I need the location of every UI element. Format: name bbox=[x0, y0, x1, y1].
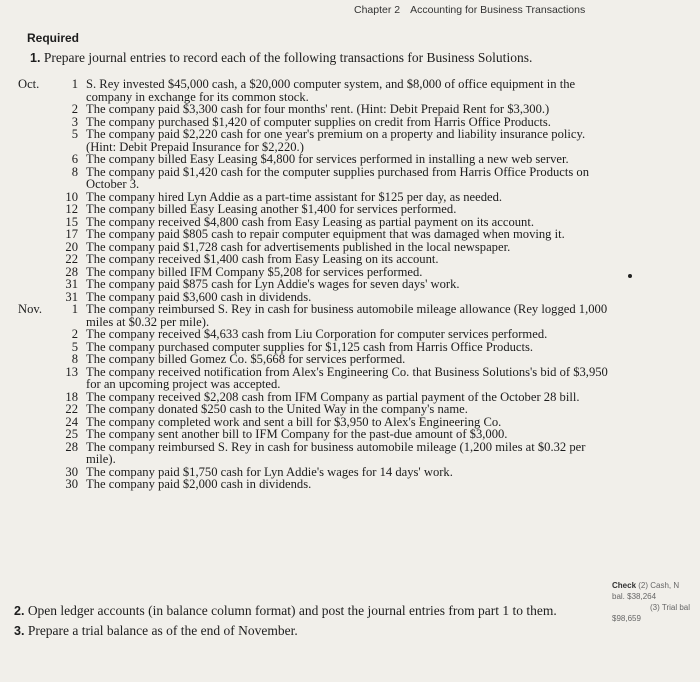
transaction-row bbox=[18, 78, 608, 103]
transaction-row bbox=[18, 478, 608, 491]
check-line-2: bal. $38,264 bbox=[612, 592, 657, 601]
transaction-description: The company donated $250 cash to the United Way in the company's name. bbox=[86, 402, 468, 416]
transaction-row bbox=[18, 403, 608, 416]
transaction-row bbox=[18, 166, 608, 191]
transaction-description: The company paid $1,420 cash for the computer supplies purchased from Harris Office Products on October 3. bbox=[86, 164, 590, 191]
transaction-day: 24 bbox=[65, 414, 78, 429]
transaction-day: 2 bbox=[71, 327, 78, 341]
transaction-day: 28 bbox=[65, 264, 78, 279]
step-number: 2. bbox=[14, 604, 25, 618]
transaction-day: 22 bbox=[65, 402, 78, 416]
transaction-row bbox=[18, 153, 608, 166]
check-line-1: (2) Cash, N bbox=[638, 581, 680, 590]
transaction-description: The company hired Lyn Addie as a part-time assistant for $125 per day, as needed. bbox=[86, 189, 503, 204]
transaction-description: The company received notification from Alex's Engineering Co. that Business Solutions's bid of $3,950 for an upcoming project was accepted. bbox=[86, 364, 608, 391]
transaction-description: The company received $4,800 cash from Easy Leasing as partial payment on its account. bbox=[86, 214, 534, 229]
transaction-day: 25 bbox=[65, 427, 78, 441]
step-number: 1. bbox=[30, 51, 41, 65]
transaction-day: 10 bbox=[65, 189, 78, 204]
transaction-day: 22 bbox=[65, 252, 78, 266]
required-heading: Required bbox=[27, 31, 80, 45]
transaction-list bbox=[18, 78, 608, 491]
transaction-description: The company billed Easy Leasing $4,800 for services performed in installing a new web server. bbox=[86, 152, 569, 166]
step-3 bbox=[14, 623, 298, 639]
transaction-description: The company received $2,208 cash from IFM Company as partial payment of the October 28 bill. bbox=[86, 389, 580, 404]
transaction-row bbox=[18, 203, 608, 216]
transaction-row bbox=[18, 253, 608, 266]
step-text: Prepare a trial balance as of the end of November. bbox=[27, 623, 298, 638]
step-text: Open ledger accounts (in balance column format) and post the journal entries from part 1 to them. bbox=[27, 603, 557, 618]
transaction-description: The company sent another bill to IFM Company for the past-due amount of $3,000. bbox=[86, 427, 508, 441]
transaction-day: 5 bbox=[71, 127, 78, 141]
transaction-description: The company purchased computer supplies for $1,125 cash from Harris Office Products. bbox=[86, 339, 534, 354]
transaction-row bbox=[18, 328, 608, 341]
transaction-description: The company paid $3,600 cash in dividends. bbox=[86, 289, 312, 304]
transaction-day: 31 bbox=[65, 277, 78, 291]
step-1 bbox=[30, 50, 532, 66]
transaction-month: Oct. bbox=[18, 77, 40, 91]
transaction-day: 5 bbox=[71, 339, 78, 354]
transaction-day: 15 bbox=[65, 214, 78, 229]
transaction-description: The company paid $2,220 cash for one year's premium on a property and liability insurance policy. (Hint: Debit Prepaid Insurance for $2,220.) bbox=[86, 127, 586, 154]
book-title: Accounting for Business Transactions bbox=[410, 4, 586, 16]
transaction-row bbox=[18, 428, 608, 441]
transaction-day: 13 bbox=[65, 364, 78, 379]
transaction-day: 6 bbox=[71, 152, 78, 166]
transaction-description: The company paid $2,000 cash in dividends. bbox=[86, 477, 312, 491]
transaction-description: The company billed Gomez Co. $5,668 for services performed. bbox=[86, 352, 406, 366]
check-line-4: $98,659 bbox=[612, 614, 641, 623]
transaction-day: 31 bbox=[65, 289, 78, 304]
transaction-description: The company received $4,633 cash from Liu Corporation for computer services performed. bbox=[86, 327, 548, 341]
transaction-day: 8 bbox=[71, 352, 78, 366]
transaction-row bbox=[18, 128, 608, 153]
transaction-day: 30 bbox=[65, 464, 78, 479]
transaction-row bbox=[18, 278, 608, 291]
check-figures bbox=[612, 580, 700, 624]
step-text: Prepare journal entries to record each of the following transactions for Business Solutions. bbox=[43, 50, 533, 65]
transaction-description: The company completed work and sent a bill for $3,950 to Alex's Engineering Co. bbox=[86, 414, 502, 429]
transaction-description: S. Rey invested $45,000 cash, a $20,000 computer system, and $8,000 of office equipment in the company in exchange for its common stock. bbox=[86, 77, 576, 104]
transaction-row bbox=[18, 103, 608, 116]
step-2 bbox=[14, 603, 557, 619]
transaction-day: 30 bbox=[65, 477, 78, 491]
transaction-day: 8 bbox=[71, 164, 78, 179]
transaction-description: The company reimbursed S. Rey in cash for business automobile mileage allowance (Rey logged 1,000 miles at $0.32 per mile). bbox=[86, 302, 608, 329]
transaction-description: The company billed IFM Company $5,208 for services performed. bbox=[86, 264, 423, 279]
transaction-day: 28 bbox=[65, 439, 78, 454]
transaction-description: The company reimbursed S. Rey in cash for business automobile mileage (1,200 miles at $0.32 per mile). bbox=[86, 439, 586, 466]
transaction-day: 1 bbox=[71, 77, 78, 91]
transaction-description: The company paid $1,728 cash for advertisements published in the local newspaper. bbox=[86, 239, 511, 254]
chapter-label: Chapter 2 bbox=[354, 4, 401, 16]
transaction-row bbox=[18, 303, 608, 328]
transaction-row bbox=[18, 228, 608, 241]
transaction-row bbox=[18, 353, 608, 366]
transaction-day: 3 bbox=[71, 114, 78, 129]
transaction-description: The company billed Easy Leasing another $1,400 for services performed. bbox=[86, 202, 457, 216]
step-number: 3. bbox=[14, 624, 25, 638]
check-line-3: (3) Trial bal bbox=[650, 603, 691, 612]
transaction-row bbox=[18, 441, 608, 466]
transaction-description: The company received $1,400 cash from Easy Leasing on its account. bbox=[86, 252, 439, 266]
transaction-row bbox=[18, 366, 608, 391]
running-header bbox=[354, 4, 585, 16]
transaction-description: The company purchased $1,420 of computer supplies on credit from Harris Office Products. bbox=[86, 114, 551, 129]
transaction-day: 1 bbox=[71, 302, 78, 316]
stray-mark bbox=[628, 274, 632, 278]
transaction-day: 2 bbox=[71, 102, 78, 116]
transaction-description: The company paid $805 cash to repair computer equipment that was damaged when moving it. bbox=[86, 227, 565, 241]
check-label: Check bbox=[612, 581, 637, 590]
transaction-day: 20 bbox=[65, 239, 78, 254]
transaction-day: 12 bbox=[65, 202, 78, 216]
transaction-description: The company paid $3,300 cash for four months' rent. (Hint: Debit Prepaid Rent for $3,300.) bbox=[86, 102, 550, 116]
transaction-month: Nov. bbox=[18, 302, 43, 316]
transaction-description: The company paid $875 cash for Lyn Addie's wages for seven days' work. bbox=[86, 277, 460, 291]
transaction-day: 17 bbox=[65, 227, 78, 241]
transaction-day: 18 bbox=[65, 389, 78, 404]
transaction-description: The company paid $1,750 cash for Lyn Addie's wages for 14 days' work. bbox=[86, 464, 453, 479]
